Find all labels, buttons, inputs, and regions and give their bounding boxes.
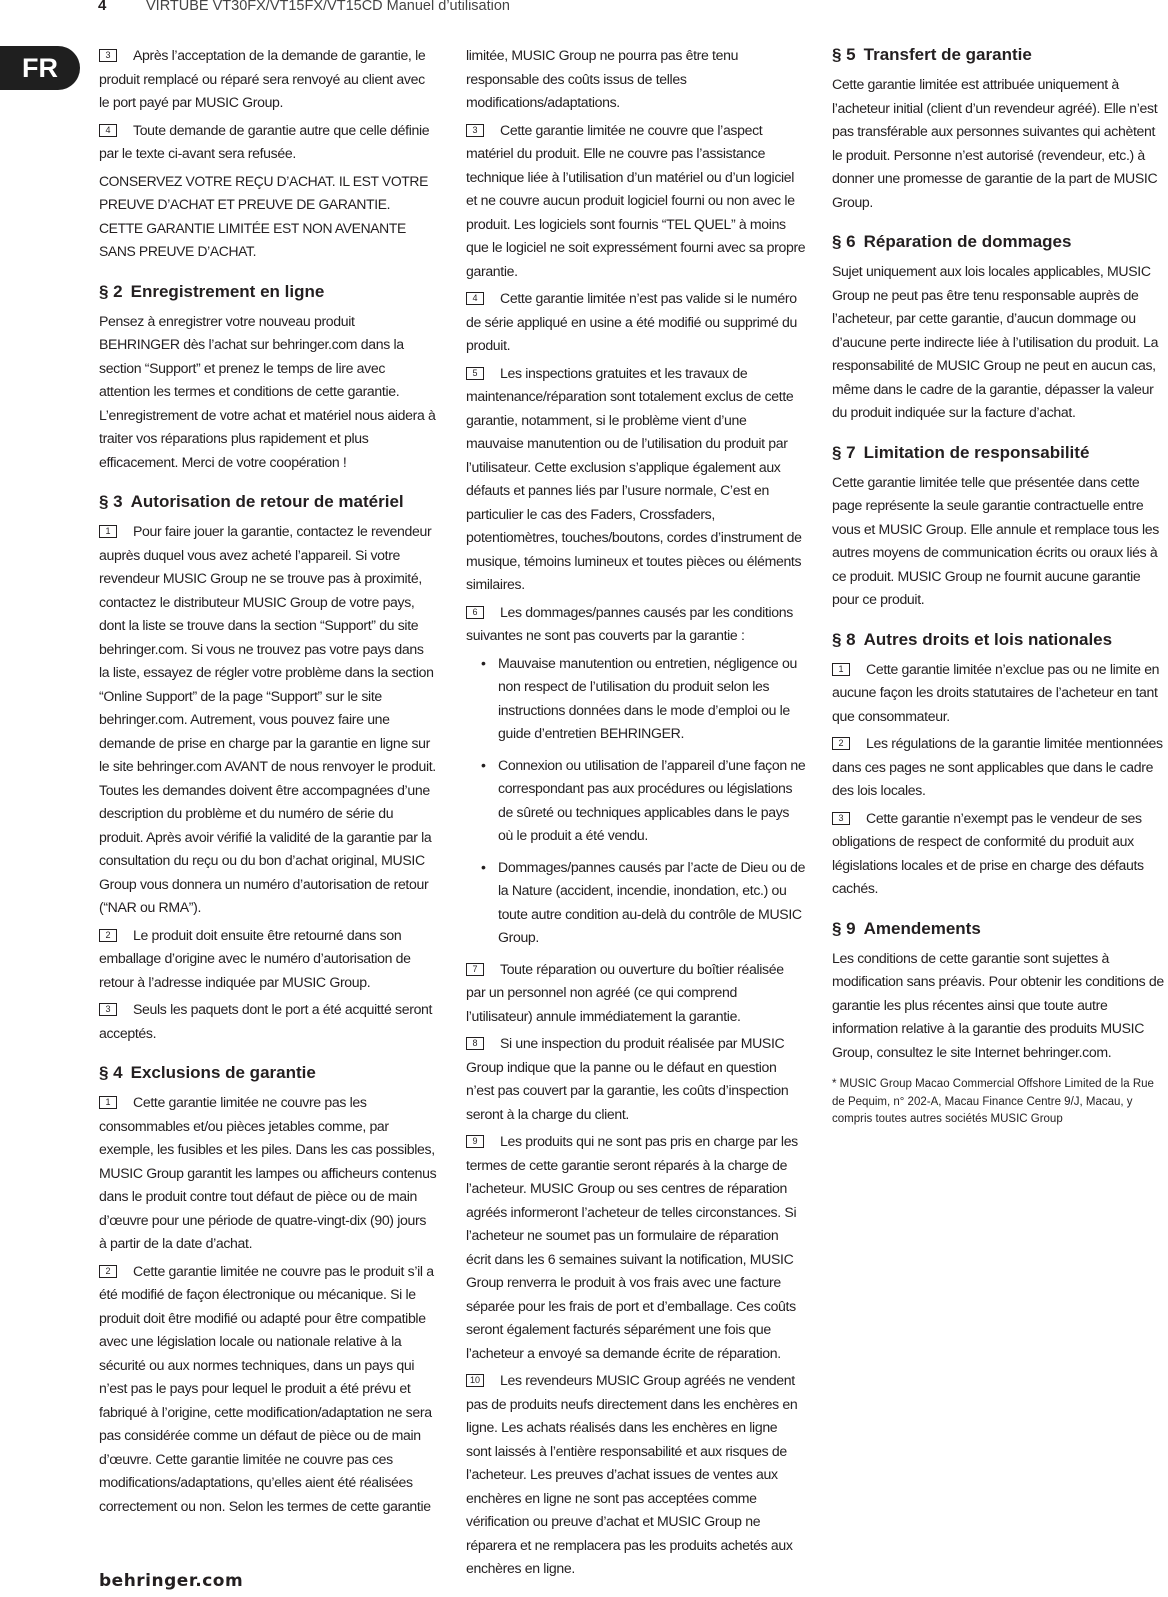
language-tab: FR xyxy=(0,46,80,90)
section-title: Exclusions de garantie xyxy=(130,1063,316,1082)
item-text: Si une inspection du produit réalisée par MUSIC Group indique que la panne ou le défaut en question n’est pas couvert par la garantie, les coûts d’inspection seront à la charge du client. xyxy=(466,1035,789,1122)
paragraph: Pensez à enregistrer votre nouveau produit BEHRINGER dès l’achat sur behringer.com dans la section “Support” et prenez le temps de lire avec attention les termes et conditions de cette garantie. L’enregistrement de votre achat et matériel nous aidera à traiter vos réparations plus rapidement et plus efficacement. Merci de votre coopération ! xyxy=(99,312,436,470)
item-text: Cette garantie limitée n’exclue pas ou ne limite en aucune façon les droits statutaires de l’acheteur en tant que consommateur. xyxy=(832,660,1160,724)
section-number: § 6 xyxy=(832,232,856,251)
section-title: Transfert de garantie xyxy=(863,45,1032,64)
list-item xyxy=(832,732,1168,803)
item-number-badge: 1 xyxy=(99,1096,117,1109)
item-text: Les dommages/pannes causés par les conditions suivantes ne sont pas couverts par la garantie : xyxy=(466,603,793,643)
behringer-logo: behringer.com xyxy=(99,1571,244,1591)
column-right xyxy=(832,44,1168,1140)
item-text: Cette garantie limitée ne couvre pas le produit s’il a été modifié de façon électronique ou mécanique. Si le produit doit être modifié ou adapté pour être compatible avec une législation locale ou nationale relative à la sécurité ou aux normes techniques, dans un pays qui n’est pas le pays pour lequel le produit a été prévu et fabriqué à l’origine, cette modification/adaptation ne sera pas considérée comme un défaut de pièce ou de main d’œuvre. Cette garantie limitée ne couvre pas ces modifications/adaptations, qu’elles aient été réalisées correctement ou non. Selon les termes de cette garantie xyxy=(99,1262,434,1514)
item-text: Les revendeurs MUSIC Group agréés ne vendent pas de produits neufs directement dans les enchères en ligne. Les achats réalisés dans les enchères en ligne sont laissés à l’entière responsabilité et aux risques de l’acheteur. Les preuves d’achat issues de ventes aux enchères en ligne ne sont pas acceptées comme vérification ou preuve d’achat et MUSIC Group ne réparera et ne remplacera pas les produits achetés aux enchères en ligne. xyxy=(466,1372,798,1576)
section-title: Autorisation de retour de matériel xyxy=(130,492,404,511)
list-item xyxy=(466,1369,806,1581)
list-item xyxy=(466,287,806,358)
list-item xyxy=(466,1130,806,1365)
item-number-badge: 6 xyxy=(466,606,484,619)
section-number: § 5 xyxy=(832,45,856,64)
section-number: § 3 xyxy=(99,492,123,511)
item-number-badge: 3 xyxy=(832,812,850,825)
paragraph: Cette garantie limitée est attribuée uniquement à l’acheteur initial (client d’un revendeur agréé). Elle n’est pas transférable aux personnes suivantes qui achètent le produit. Personne n’est autorisé (revendeur, etc.) à donner une promesse de garantie de la part de MUSIC Group. xyxy=(832,76,1158,210)
item-text: Seuls les paquets dont le port a été acquitté seront acceptés. xyxy=(99,1001,433,1041)
item-number-badge: 4 xyxy=(466,292,484,305)
list-item xyxy=(466,958,806,1029)
section-number: § 8 xyxy=(832,629,856,649)
column-middle xyxy=(466,44,806,1585)
item-text: Les régulations de la garantie limitée mentionnées dans ces pages ne sont applicables que dans le cadre des lois locales. xyxy=(832,735,1163,798)
page-header xyxy=(0,0,1168,20)
item-text: Cette garantie limitée ne couvre pas les consommables et/ou pièces jetables comme, par exemple, les fusibles et les piles. Dans les cas possibles, MUSIC Group garantit les lampes ou afficheurs contenus dans le produit contre tout défaut de pièce ou de main d’œuvre pour une période de quatre-vingt-dix (90) jours à partir de la date d’achat. xyxy=(99,1094,437,1251)
section-title: Amendements xyxy=(863,918,981,938)
section-heading xyxy=(832,918,1168,940)
item-number-badge: 4 xyxy=(99,124,117,137)
list-item xyxy=(99,1260,437,1519)
item-number-badge: 8 xyxy=(466,1037,484,1050)
section-number: § 4 xyxy=(99,1063,123,1082)
item-text: Après l’acceptation de la demande de garantie, le produit remplacé ou réparé sera renvoyé au client avec le port payé par MUSIC Group. xyxy=(99,47,426,110)
section-title: Réparation de dommages xyxy=(863,232,1072,251)
section-number: § 2 xyxy=(99,281,123,301)
proof-of-purchase-notice: CONSERVEZ VOTRE REÇU D’ACHAT. IL EST VOTRE PREUVE D’ACHAT ET PREUVE DE GARANTIE. CETTE GARANTIE LIMITÉE EST NON AVENANTE SANS PREUVE D’ACHAT. xyxy=(99,172,429,259)
section-heading xyxy=(99,1062,437,1084)
item-number-badge: 3 xyxy=(466,124,484,137)
list-item xyxy=(99,1091,437,1256)
item-text: Le produit doit ensuite être retourné dans son emballage d’origine avec le numéro d’autorisation de retour à l’adresse indiquée par MUSIC Group. xyxy=(99,926,411,990)
item-text: Les inspections gratuites et les travaux de maintenance/réparation sont totalement exclus de cette garantie, notamment, si le problème vient d’une mauvaise manutention ou de l’utilisation du produit par l’utilisateur. Cette exclusion s’applique également aux défauts et pannes liés par l’usure normale, C’est en particulier le cas des Faders, Crossfaders, potentiomètres, touches/boutons, cordes d’instrument de musique, témoins lumineux et toutes pièces ou éléments similaires. xyxy=(466,364,802,592)
bullet-item: • Mauvaise manutention ou entretien, négligence ou non respect de l’utilisation du produit selon les instructions données dans le mode d’emploi ou le guide d’entretien BEHRINGER. xyxy=(466,652,806,746)
section-heading xyxy=(99,281,437,303)
section-heading xyxy=(832,44,1168,66)
page-number: 4 xyxy=(98,0,107,14)
section-heading xyxy=(99,491,437,513)
section-number: § 7 xyxy=(832,442,856,462)
item-number-badge: 10 xyxy=(466,1374,484,1387)
item-number-badge: 1 xyxy=(99,525,117,538)
item-number-badge: 7 xyxy=(466,963,484,976)
item-text: Pour faire jouer la garantie, contactez le revendeur auprès duquel vous avez acheté l’appareil. Si votre revendeur MUSIC Group ne se trouve pas à proximité, contactez le distributeur MUSIC Group de votre pays, dont la liste se trouve dans la section “Support” du site behringer.com. Si vous ne trouvez pas votre pays dans la liste, essayez de régler votre problème dans la section “Online Support” de la page “Support” sur le site behringer.com. Autrement, vous pouvez faire une demande de prise en charge par la garantie en ligne sur le site behringer.com AVANT de nous renvoyer le produit. Toutes les demandes doivent être accompagnées d’une description du problème et du numéro de série du produit. Après avoir vérifié la validité de la garantie par la consultation du reçu ou du bon d’achat original, MUSIC Group vous donnera un numéro d’autorisation de retour (“NAR ou RMA”). xyxy=(99,523,436,915)
list-item xyxy=(99,924,437,995)
list-item xyxy=(832,807,1168,901)
bullet-item: • Dommages/pannes causés par l’acte de Dieu ou de la Nature (accident, incendie, inondation, etc.) ou toute autre condition au-delà du contrôle de MUSIC Group. xyxy=(466,856,806,950)
list-item xyxy=(832,658,1168,729)
paragraph: limitée, MUSIC Group ne pourra pas être tenu responsable des coûts issus de telles modifications/adaptations. xyxy=(466,47,739,110)
item-number-badge: 3 xyxy=(99,49,117,62)
list-item xyxy=(99,44,437,115)
item-text: Cette garantie limitée n’est pas valide si le numéro de série appliqué en usine a été modifié ou supprimé du produit. xyxy=(466,290,797,353)
item-text: Cette garantie n’exempt pas le vendeur de ses obligations de respect de conformité du produit aux législations locales et de prise en charge des défauts cachés. xyxy=(832,809,1144,896)
list-item xyxy=(466,1032,806,1126)
item-number-badge: 5 xyxy=(466,367,484,380)
item-number-badge: 2 xyxy=(99,1265,117,1278)
bullet-item: • Connexion ou utilisation de l’appareil d’une façon ne correspondant pas aux procédures ou législations de sûreté ou techniques applicables dans le pays où le produit a été vendu. xyxy=(466,754,806,848)
footnote: * MUSIC Group Macao Commercial Offshore Limited de la Rue de Pequim, n° 202-A, Macau Finance Centre 9/J, Macau, y compris toutes autres sociétés MUSIC Group xyxy=(832,1078,1154,1125)
list-item xyxy=(99,998,437,1045)
item-text: Cette garantie limitée ne couvre que l’aspect matériel du produit. Elle ne couvre pas l’assistance technique liée à l’utilisation d’un matériel ou d’un logiciel et ne couvre aucun produit logiciel fourni ou non avec le produit. Les logiciels sont fournis “TEL QUEL” à moins que le logiciel ne soit expressément fourni avec sa propre garantie. xyxy=(466,121,806,279)
section-heading xyxy=(832,442,1168,464)
list-item xyxy=(99,119,437,166)
item-text: Les produits qui ne sont pas pris en charge par les termes de cette garantie seront réparés à la charge de l’acheteur. MUSIC Group ou ses centres de réparation agréés informeront l’acheteur de telles circonstances. Si l’acheteur ne soumet pas un formulaire de réparation écrit dans les 6 semaines suivant la notification, MUSIC Group renverra le produit à vos frais avec une facture séparée pour les frais de port et d’emballage. Ces coûts seront également facturés séparément une fois que l’acheteur a envoyé sa demande écrite de réparation. xyxy=(466,1133,798,1361)
bullet-list xyxy=(466,652,806,950)
section-heading xyxy=(832,231,1168,253)
item-number-badge: 2 xyxy=(99,929,117,942)
item-text: Toute demande de garantie autre que celle définie par le texte ci-avant sera refusée. xyxy=(99,121,430,161)
list-item xyxy=(466,362,806,597)
list-item xyxy=(466,601,806,648)
item-number-badge: 9 xyxy=(466,1135,484,1148)
paragraph: Sujet uniquement aux lois locales applicables, MUSIC Group ne peut pas être tenu responsable auprès de l’acheteur, par cette garantie, d’aucun dommage ou d’aucune perte indirecte liée à l’utilisation du produit. La responsabilité de MUSIC Group ne peut en aucun cas, même dans le cadre de la garantie, dépasser la valeur du produit indiquée sur la facture d’achat. xyxy=(832,263,1159,420)
paragraph: Cette garantie limitée telle que présentée dans cette page représente la seule garantie contractuelle entre vous et MUSIC Group. Elle annule et remplace tous les autres moyens de communication écrits ou oraux liés à ce produit. MUSIC Group ne fournit aucune garantie pour ce produit. xyxy=(832,473,1159,607)
column-left xyxy=(99,44,437,1522)
item-text: Toute réparation ou ouverture du boîtier réalisée par un personnel non agréé (ce qui comprend l’utilisateur) annule immédiatement la garantie. xyxy=(466,960,784,1024)
paragraph: Les conditions de cette garantie sont sujettes à modification sans préavis. Pour obtenir les conditions de garantie les plus récentes ainsi que toute autre information relative à la garantie des produits MUSIC Group, consultez le site Internet behringer.com. xyxy=(832,949,1164,1060)
item-number-badge: 1 xyxy=(832,663,850,676)
section-heading xyxy=(832,629,1168,651)
item-number-badge: 2 xyxy=(832,737,850,750)
list-item xyxy=(99,520,437,920)
section-title: Autres droits et lois nationales xyxy=(863,629,1113,649)
section-number: § 9 xyxy=(832,918,856,938)
list-item xyxy=(466,119,806,284)
section-title: Enregistrement en ligne xyxy=(130,281,325,301)
section-title: Limitation de responsabilité xyxy=(863,442,1090,462)
document-title: VIRTUBE VT30FX/VT15FX/VT15CD Manuel d’utilisation xyxy=(146,0,510,14)
item-number-badge: 3 xyxy=(99,1003,117,1016)
